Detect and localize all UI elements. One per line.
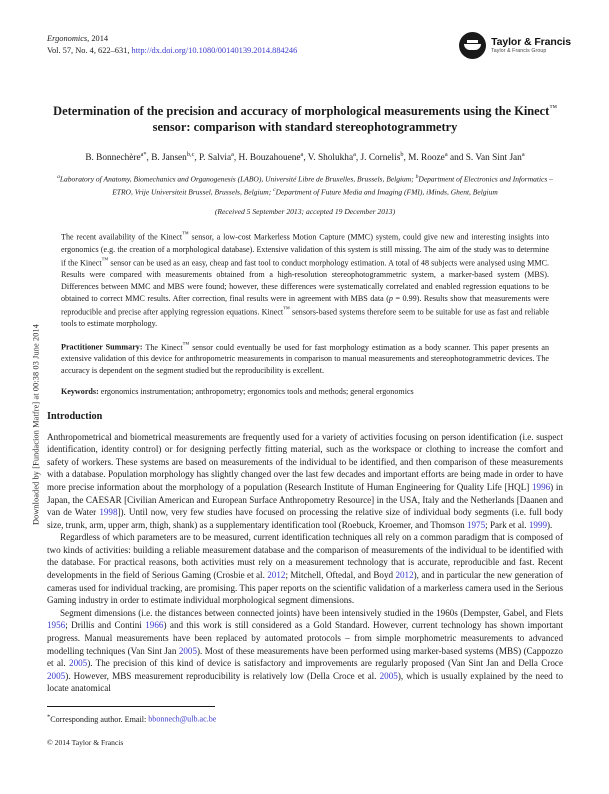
- keywords-text: ergonomics instrumentation; anthropometry; ergonomics tools and methods; general ergonomics: [98, 386, 414, 396]
- footnote-divider: [47, 706, 215, 707]
- trademark-symbol: ™: [549, 103, 557, 112]
- page-title: [53, 100, 557, 135]
- corresponding-author-label: *Corresponding author. Email:: [47, 713, 149, 724]
- article-content: [47, 100, 563, 695]
- received-accepted-dates: (Received 5 September 2013; accepted 19 December 2013): [214, 207, 396, 217]
- journal-year-sep: ,: [87, 34, 92, 43]
- keywords-label: Keywords:: [61, 386, 99, 396]
- journal-name: Ergonomics: [47, 34, 88, 43]
- journal-header: [47, 33, 297, 58]
- corresponding-author-email-link[interactable]: bbonnech@ulb.ac.be: [148, 714, 217, 724]
- author-list: B. Bonnechère$^{a*}$, B. Jansen$^{b,c}$, P. Salvia$^a$, H. Bouzahouene$^a$, V. Sholukha$^a$, J. Cornelis$^b$, M. Rooze$^a$ and S. Van Sint Jan$^a$: [85, 151, 525, 164]
- introduction-body: [47, 431, 563, 695]
- publisher-group: Taylor & Francis Group: [491, 47, 547, 54]
- article-title-line1: Determination of the precision and accuracy of morphological measurements using the Kinect: [53, 104, 550, 119]
- corresponding-author-note: [47, 711, 216, 725]
- journal-year: 2014: [91, 34, 109, 43]
- publisher-logo-text: [491, 37, 571, 54]
- intro-paragraph-1: Anthropometrical and biometrical measurements are frequently used for a variety of activities focusing on person identification (i.e. suspect identification, identity control) or for designing perfectly fitting material, such as the workspace or clothing to increase the comfort and safety of workers. These systems are based on measurements of the individual to be identified, and then comparison of these measurements with a database. Population morphology has slightly changed over the last few decades and important efforts are being made in order to have more precise information about the morphology of a population (Research Institute of Human Engineering for Quality Life [HQL] 1996) in Japan, the CAESAR [Civilian American and European Surface Anthropometry Resource] in the USA, Italy and the Netherlands [Daanen and van de Water 1998]). Until now, very few studies have focused on processing the relative size of individual body segments (i.e. full body size, trunk, arm, upper arm, thigh, shank) as a supplementary identification tool (Roebuck, Kroemer, and Thomson 1975; Park et al. 1999).: [47, 431, 563, 530]
- affiliation-list: $^a$Laboratory of Anatomy, Biomechanics and Organogenesis (LABO), Université Libre de Bruxelles, Brussels, Belgium; $^b$Department of Electronics and Informatics – ETRO, Vrije Universiteit Brussel, Brussels, Belgium; $^c$Department of Future Media and Imaging (FMI), iMinds, Ghent, Belgium: [57, 174, 553, 197]
- practitioner-summary: [61, 339, 549, 376]
- doi-link[interactable]: http://dx.doi.org/10.1080/00140139.2014.884246: [131, 46, 298, 56]
- abstract-block: [61, 229, 549, 397]
- keywords: [61, 386, 549, 398]
- download-stamp: Downloaded by [Fundacion Matfre] at 00:38 03 June 2014: [31, 324, 41, 525]
- article-title-line2: sensor: comparison with standard stereophotogrammetry: [152, 119, 458, 134]
- journal-volume-line: [47, 45, 297, 57]
- journal-volume: Vol. 57, No. 4, 622–631,: [47, 46, 130, 56]
- journal-name-line: [47, 33, 297, 45]
- intro-paragraph-3: Segment dimensions (i.e. the distances between connected joints) have been intensively studied in the 1960s (Dempster, Gabel, and Flets 1956; Drillis and Contini 1966) and this work is still considered as a Gold Standard. However, current technology has shown important progress. Manual measurements have been replaced by automated protocols – from simple morphometric measurements to advanced modelling techniques (Van Sint Jan 2005). Most of these measurements have been performed using marker-based systems (MBS) (Cappozzo et al. 2005). The precision of this kind of device is satisfactory and improvements are regularly proposed (Van Sint Jan and Della Croce 2005). However, MBS measurement reproducibility is relatively low (Della Croce et al. 2005), which is usually explained by the need to locate anatomical: [47, 607, 564, 694]
- taylor-francis-roundel-icon: [459, 32, 486, 59]
- intro-paragraph-2: Regardless of which parameters are to be measured, current identification techniques all rely on a common paradigm that is composed of two kinds of activities: building a reliable measurement database and the comparison of measurements of the individual to be identified with the database. For practical reasons, both activities must rely on a measurement technology that is accurate, reproducible and fast. Recent developments in the field of Serious Gaming (Crosbie et al. 2012; Mitchell, Oftedal, and Boyd 2012), and in particular the new generation of cameras used for individual tracking, are promising. This paper reports on the scientific validation of a markerless camera used in the Serious Gaming industry in order to estimate individual morphological segment dimensions.: [47, 532, 563, 606]
- abstract-text: The recent availability of the Kinect™ sensor, a low-cost Markerless Motion Capture (MMC) system, could give new and interesting insights into ergonomics (e.g. the creation of a morphological database). Extensive validation of this system is still missing. The aim of the study was to determine if the Kinect™ sensor can be used as an easy, cheap and fast tool to conduct morphology estimation. A total of 48 subjects were analysed using MMC. Results were compared with measurements obtained from a high-resolution stereophotogrammetric system, a marker-based system (MBS). Differences between MMC and MBS were found; however, these differences were systematically correlated and enabled regression equations to be obtained to correct MMC results. After correction, final results were in agreement with MBS data (p = 0.99). Results show that measurements were reproducible and precise after applying regression equations. Kinect™ sensors-based systems therefore seem to be suitable for use as fast and reliable tools to estimate morphology.: [61, 231, 549, 329]
- practitioner-summary-text: The Kinect™ sensor could eventually be used for fast morphology estimation as a body scanner. This paper presents an extensive validation of this device for anthropometric measurements in comparison to manual measurements and stereophotogrammetric devices. The accuracy is dependent on the segment studied but the reproducibility is excellent.: [61, 341, 550, 375]
- practitioner-summary-label: Practitioner Summary:: [61, 342, 143, 352]
- section-heading-introduction: Introduction: [47, 411, 103, 423]
- publisher-name: Taylor & Francis: [491, 35, 571, 48]
- publisher-logo: [459, 32, 571, 59]
- copyright-notice: © 2014 Taylor & Francis: [47, 738, 124, 747]
